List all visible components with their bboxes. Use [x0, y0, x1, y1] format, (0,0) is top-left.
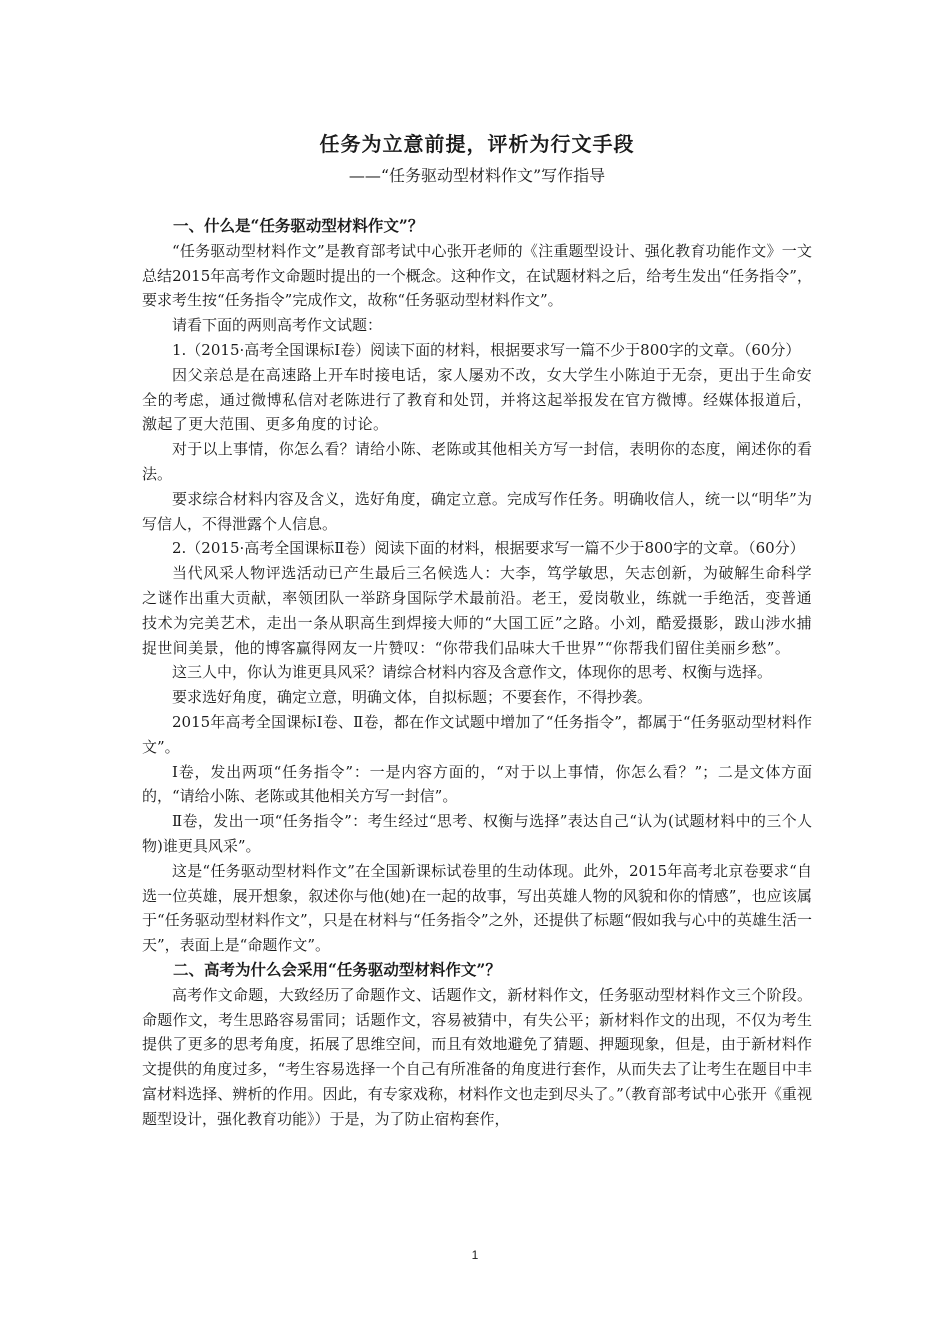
body-paragraph: Ⅱ卷，发出一项“任务指令”：考生经过“思考、权衡与选择”表达自己“认为(试题材料中的三个人物)谁更具风采”。 — [142, 812, 812, 855]
body-paragraph: 2.（2015·高考全国课标Ⅱ卷）阅读下面的材料，根据要求写一篇不少于800字的文章。（60分） — [172, 539, 805, 558]
section-heading: 一、什么是“任务驱动型材料作文”？ — [173, 216, 424, 235]
body-paragraph: 高考作文命题，大致经历了命题作文、话题作文，新材料作文，任务驱动型材料作文三个阶段。命题作文，考生思路容易雷同；话题作文，容易被猜中，有失公平；新材料作文的出现，不仅为考生提供了更多的思考角度，拓展了思维空间，而且有效地避免了猜题、押题现象，但是，由于新材料作文提供的角度过多，“考生容易选择一个自己有所准备的角度进行套作，从而失去了让考生在题目中丰富材料选择、辨析的作用。因此，有专家戏称，材料作文也走到尽头了。”（教育部考试中心张开《重视题型设计，强化教育功能》）于是，为了防止宿构套作， — [142, 985, 812, 1128]
body-paragraph: 这是“任务驱动型材料作文”在全国新课标试卷里的生动体现。此外，2015年高考北京卷要求“自选一位英雄，展开想象，叙述你与他(她)在一起的故事，写出英雄人物的风貌和你的情感”，也应该属于“任务驱动型材料作文”，只是在材料与“任务指令”之外，还提供了标题“假如我与心中的英雄生活一天”，表面上是“命题作文”。 — [142, 861, 812, 955]
body-paragraph: 要求选好角度，确定立意，明确文体，自拟标题；不要套作，不得抄袭。 — [172, 688, 653, 707]
body-paragraph: 要求综合材料内容及含义，选好角度，确定立意。完成写作任务。明确收信人，统一以“明华”为写信人，不得泄露个人信息。 — [142, 489, 812, 533]
body-paragraph: 这三人中，你认为谁更具风采？请综合材料内容及含意作文，体现你的思考、权衡与选择。 — [172, 663, 773, 682]
page-number: 1 — [471, 1248, 479, 1262]
section-heading: 二、高考为什么会采用“任务驱动型材料作文”？ — [173, 959, 501, 979]
quoted-material: 因父亲总是在高速路上开车时接电话，家人屡劝不改，女大学生小陈迫于无奈，更出于生命安全的考虑，通过微博私信对老陈进行了教育和处罚，并将这起举报发在官方微博。经媒体报道后，激起了更大范围、更多角度的讨论。 — [142, 365, 812, 434]
quoted-material: 当代风采人物评选活动已产生最后三名候选人：大李，笃学敏思，矢志创新，为破解生命科学之谜作出重大贡献，率领团队一举跻身国际学术最前沿。老王，爱岗敬业，练就一手绝活，变普通技术为完美艺术，走出一条从职高生到焊接大师的“大国工匠”之路。小刘，酷爱摄影，跋山涉水捕捉世间美景，他的博客赢得网友一片赞叹：“你带我们品味大千世界”“你帮我们留住美丽乡愁”。 — [142, 564, 812, 657]
paragraph-list — [142, 214, 812, 1131]
document-body — [142, 128, 812, 1131]
body-paragraph: Ⅰ卷，发出两项“任务指令”：一是内容方面的，“对于以上事情，你怎么看？”；二是文体方面的，“请给小陈、老陈或其他相关方写一封信”。 — [142, 762, 812, 806]
body-paragraph: 请看下面的两则高考作文试题： — [172, 316, 383, 335]
body-paragraph: 对于以上事情，你怎么看？请给小陈、老陈或其他相关方写一封信，表明你的态度，阐述你的看法。 — [142, 440, 812, 483]
document-subtitle: ——“任务驱动型材料作文”写作指导 — [348, 166, 606, 185]
document-title: 任务为立意前提，评析为行文手段 — [319, 132, 635, 156]
body-paragraph: 2015年高考全国课标Ⅰ卷、Ⅱ卷，都在作文试题中增加了“任务指令”，都属于“任务驱动型材料作文”。 — [142, 712, 812, 756]
body-paragraph: “任务驱动型材料作文”是教育部考试中心张开老师的《注重题型设计、强化教育功能作文》一文总结2015年高考作文命题时提出的一个概念。这种作文，在试题材料之后，给考生发出“任务指令”，要求考生按“任务指令”完成作文，故称“任务驱动型材料作文”。 — [142, 241, 812, 310]
body-paragraph: 1.（2015·高考全国课标Ⅰ卷）阅读下面的材料，根据要求写一篇不少于800字的文章。（60分） — [172, 340, 801, 359]
